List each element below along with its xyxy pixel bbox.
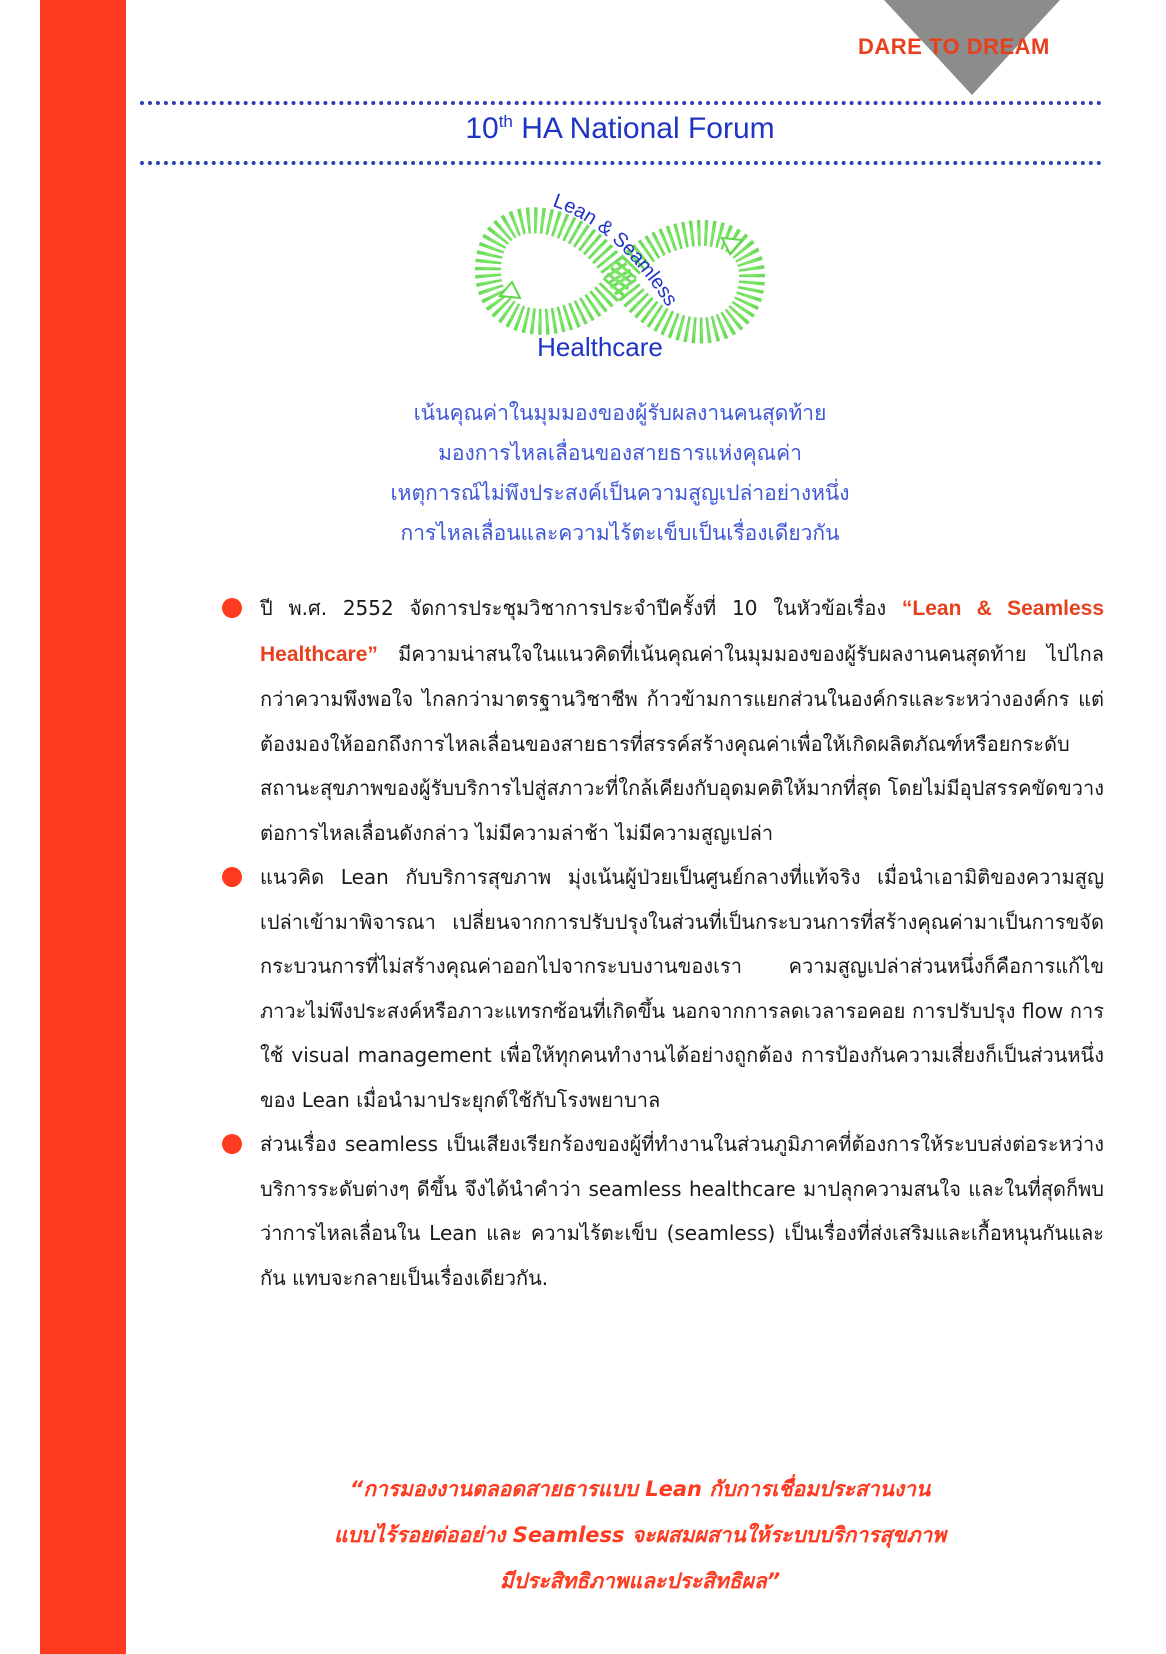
bullet-item-1 (222, 586, 1104, 855)
lean-seamless-logo (460, 178, 780, 378)
tagline-line-1: เน้นคุณค่าในมุมมองของผู้รับผลงานคนสุดท้าย (413, 401, 827, 425)
bullet-text-2: แนวคิด Lean กับบริการสุขภาพ มุ่งเน้นผู้ป่วยเป็นศูนย์กลางที่แท้จริง เมื่อนำเอามิติของความสูญเปล่าเข้ามาพิจารณา เปลี่ยนจากการปรับปรุงในส่วนที่เป็นกระบวนการที่สร้างคุณค่ามาเป็นการขจัดกระบวนการที่ไม่สร้างคุณค่าออกไปจากระบบงานของเรา ความสูญเปล่าส่วนหนึ่งก็คือการแก้ไขภาวะไม่พึงประสงค์หรือภาวะแทรกซ้อนที่เกิดขึ้น นอกจากการลดเวลารอคอย การปรับปรุง flow การใช้ visual management เพื่อให้ทุกคนทำงานได้อย่างถูกต้อง การป้องกันความเสี่ยงก็เป็นส่วนหนึ่งของ Lean เมื่อนำมาประยุกต์ใช้กับโรงพยาบาล (260, 865, 1104, 1112)
bullet-text-3: ส่วนเรื่อง seamless เป็นเสียงเรียกร้องของผู้ที่ทำงานในส่วนภูมิภาคที่ต้องการให้ระบบส่งต่อระหว่างบริการระดับต่างๆ ดีขึ้น จึงได้นำคำว่า seamless healthcare มาปลุกความสนใจ และในที่สุดก็พบว่าการไหลเลื่อนใน Lean และ ความไร้ตะเข็บ (seamless) เป็นเรื่องที่ส่งเสริมและเกื้อหนุนกันและกัน แทบจะกลายเป็นเรื่องเดียวกัน. (260, 1132, 1104, 1290)
bottom-dotted-divider (140, 161, 1102, 165)
bullet-dot-icon (222, 598, 242, 618)
quote-line-2: แบบไร้รอยต่ออย่าง Seamless จะผสมผสานให้ระบบบริการสุขภาพ (333, 1523, 947, 1547)
quote-line-3: มีประสิทธิภาพและประสิทธิผล” (499, 1569, 781, 1593)
forum-title-number: 10 (465, 112, 499, 145)
bullet-item-2 (222, 855, 1104, 1122)
logo-caption: Healthcare (537, 332, 663, 362)
bullet-1-body: มีความน่าสนใจในแนวคิดที่เน้นคุณค่าในมุมมองของผู้รับผลงานคนสุดท้าย ไปไกลกว่าความพึงพอใจ ไกลกว่ามาตรฐานวิชาชีพ ก้าวข้ามการแยกส่วนในองค์กรและระหว่างองค์กร แต่ต้องมองให้ออกถึงการไหลเลื่อนของสายธารที่สรรค์สร้างคุณค่าเพื่อให้เกิดผลิตภัณฑ์หรือยกระดับสถานะสุขภาพของผู้รับบริการไปสู่สภาวะที่ใกล้เคียงกับอุดมคติให้มากที่สุด โดยไม่มีอุปสรรคขัดขวางต่อการไหลเลื่อนดังกล่าว ไม่มีความล่าช้า ไม่มีความสูญเปล่า (260, 641, 1104, 845)
bullet-dot-icon (222, 867, 242, 887)
logo-arc-text: Lean & Seamless (550, 189, 682, 311)
tagline-line-4: การไหลเลื่อนและความไร้ตะเข็บเป็นเรื่องเดียวกัน (400, 521, 840, 545)
bullet-item-3 (222, 1122, 1104, 1300)
forum-title-text: HA National Forum (512, 112, 775, 145)
tagline-line-2: มองการไหลเลื่อนของสายธารแห่งคุณค่า (438, 441, 802, 465)
closing-quote (180, 1466, 1100, 1604)
bullet-1-intro: ปี พ.ศ. 2552 จัดการประชุมวิชาการประจำปีครั้งที่ 10 ในหัวข้อเรื่อง (260, 596, 902, 620)
tagline-block (240, 393, 1000, 553)
tagline-line-3: เหตุการณ์ไม่พึงประสงค์เป็นความสูญเปล่าอย่างหนึ่ง (390, 481, 850, 505)
bullet-list (222, 586, 1104, 1300)
bullet-1-highlight: “Lean & Seamless Healthcare” (260, 597, 1104, 666)
top-dotted-divider (140, 101, 1102, 105)
forum-title (0, 112, 1166, 146)
quote-line-1: “การมองงานตลอดสายธารแบบ Lean กับการเชื่อมประสานงาน (349, 1477, 931, 1501)
bullet-dot-icon (222, 1134, 242, 1154)
dare-to-dream-tagline: DARE TO DREAM (858, 34, 1050, 59)
left-accent-bar (40, 0, 126, 1654)
bullet-text-1 (260, 586, 1104, 855)
forum-title-suffix: th (498, 112, 513, 131)
